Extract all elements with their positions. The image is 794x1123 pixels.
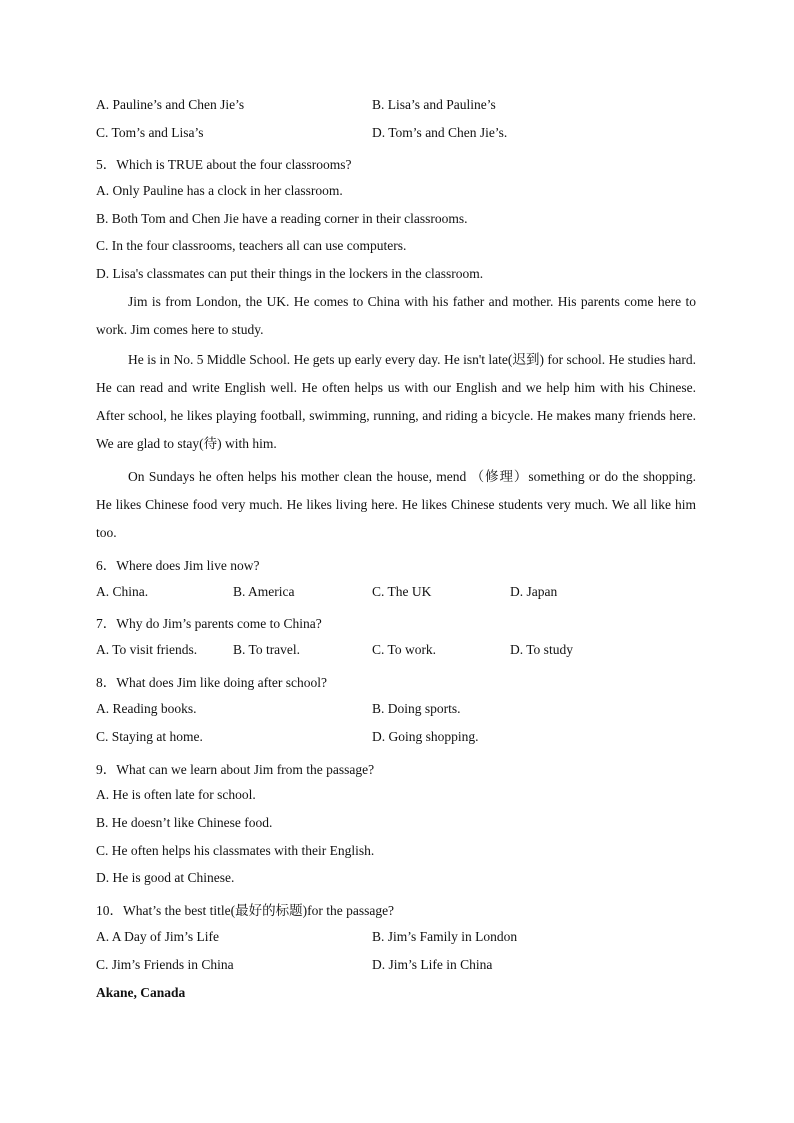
q5-option-d: D. Lisa's classmates can put their things in the lockers in the classroom. xyxy=(96,266,484,281)
q6-option-b: B. America xyxy=(233,584,295,599)
q9-question: 9．What can we learn about Jim from the passage? xyxy=(96,762,375,777)
q6-option-a: A. China. xyxy=(96,584,149,599)
q10-option-b: B. Jim’s Family in London xyxy=(372,929,518,944)
q10-question: 10．What’s the best title(最好的标题)for the passage? xyxy=(96,903,395,918)
q8-option-a: A. Reading books. xyxy=(96,701,197,716)
passage-paragraph-3 xyxy=(96,463,696,547)
q5-option-a: A. Only Pauline has a clock in her classroom. xyxy=(96,183,343,198)
q10-option-a: A. A Day of Jim’s Life xyxy=(96,929,219,944)
q4-option-c: C. Tom’s and Lisa’s xyxy=(96,125,204,140)
q4-option-b: B. Lisa’s and Pauline’s xyxy=(372,97,496,112)
q10-option-d: D. Jim’s Life in China xyxy=(372,957,493,972)
q8-option-d: D. Going shopping. xyxy=(372,729,479,744)
q4-option-d: D. Tom’s and Chen Jie’s. xyxy=(372,125,508,140)
q7-option-a: A. To visit friends. xyxy=(96,642,198,657)
passage-paragraph-2 xyxy=(96,346,696,458)
q7-option-c: C. To work. xyxy=(372,642,437,657)
q9-option-d: D. He is good at Chinese. xyxy=(96,870,235,885)
q6-question: 6．Where does Jim live now? xyxy=(96,558,260,573)
source-label: Akane, Canada xyxy=(96,985,186,1000)
q7-option-d: D. To study xyxy=(510,642,573,657)
q5-option-c: C. In the four classrooms, teachers all can use computers. xyxy=(96,238,407,253)
q7-option-b: B. To travel. xyxy=(233,642,301,657)
q5-option-b: B. Both Tom and Chen Jie have a reading corner in their classrooms. xyxy=(96,211,468,226)
q10-option-c: C. Jim’s Friends in China xyxy=(96,957,234,972)
q7-question: 7．Why do Jim’s parents come to China? xyxy=(96,616,322,631)
q9-option-a: A. He is often late for school. xyxy=(96,787,256,802)
q9-option-b: B. He doesn’t like Chinese food. xyxy=(96,815,273,830)
q8-question: 8．What does Jim like doing after school? xyxy=(96,675,327,690)
q6-option-d: D. Japan xyxy=(510,584,558,599)
passage-p1-text: Jim is from London, the UK. He comes to China with his father and mother. His parents come here to work. Jim comes here to study. xyxy=(96,294,696,337)
q8-option-b: B. Doing sports. xyxy=(372,701,461,716)
q6-option-c: C. The UK xyxy=(372,584,432,599)
q5-question: 5．Which is TRUE about the four classrooms? xyxy=(96,157,352,172)
passage-p3-text: On Sundays he often helps his mother clean the house, mend （修理）something or do the shopping. He likes Chinese food very much. He likes living here. He likes Chinese students very much. We all like him too. xyxy=(96,469,696,540)
passage-p2-text: He is in No. 5 Middle School. He gets up early every day. He isn't late(迟到) for school. He studies hard. He can read and write English well. He often helps us with our English and we help him with his Chinese. After school, he likes playing football, swimming, running, and riding a bicycle. He makes many friends here. We are glad to stay(待) with him. xyxy=(96,352,696,451)
q9-option-c: C. He often helps his classmates with their English. xyxy=(96,843,375,858)
q4-option-a: A. Pauline’s and Chen Jie’s xyxy=(96,97,245,112)
q8-option-c: C. Staying at home. xyxy=(96,729,203,744)
passage-paragraph-1 xyxy=(96,288,696,344)
